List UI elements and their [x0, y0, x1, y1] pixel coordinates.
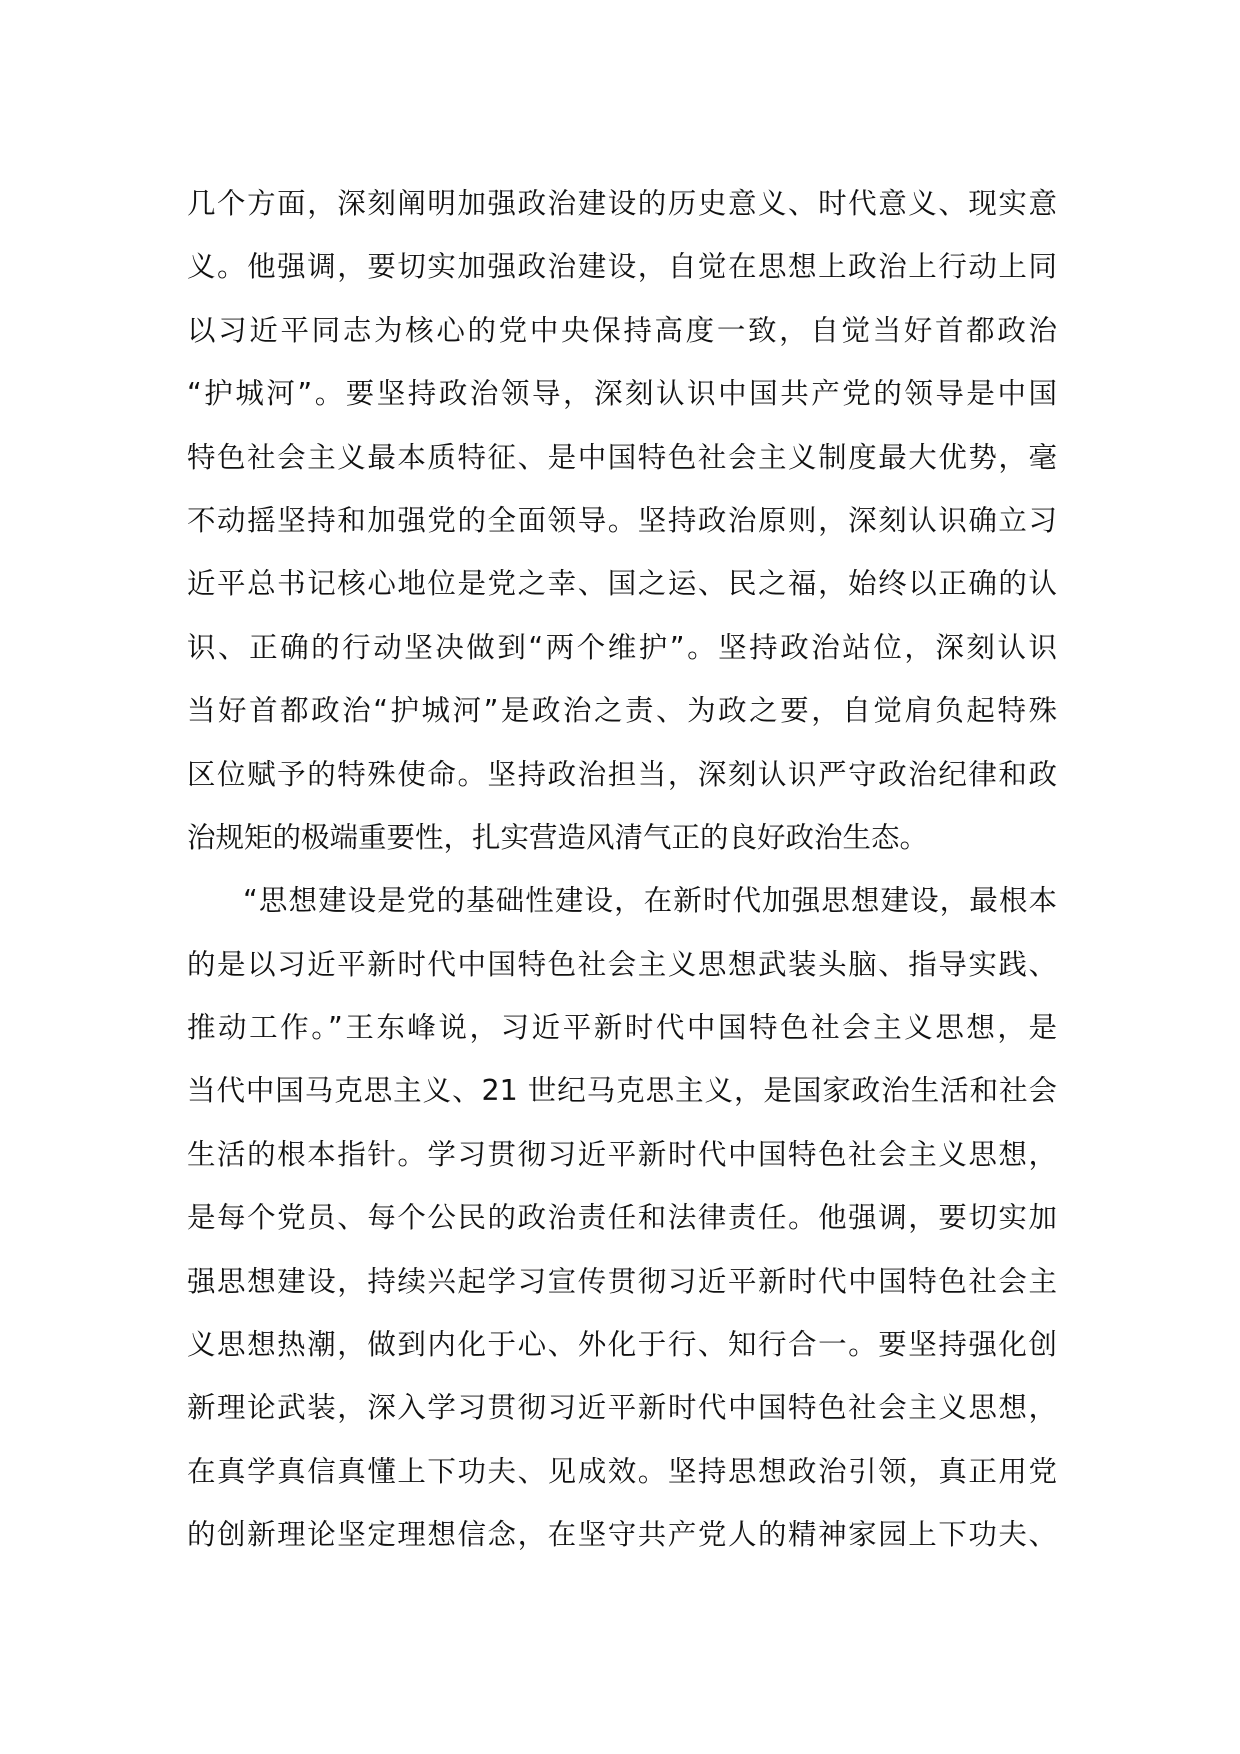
text-line: 识、正确的行动坚决做到“两个维护”。坚持政治站位，深刻认识 [187, 630, 1057, 664]
text-line: “护城河”。要坚持政治领导，深刻认识中国共产党的领导是中国 [187, 377, 1057, 411]
text-line: 推动工作。”王东峰说，习近平新时代中国特色社会主义思想，是 [187, 1011, 1057, 1045]
text-line: 在真学真信真懂上下功夫、见成效。坚持思想政治引领，真正用党 [187, 1454, 1057, 1488]
text-line: 新理论武装，深入学习贯彻习近平新时代中国特色社会主义思想， [187, 1391, 1057, 1425]
text-line: 几个方面，深刻阐明加强政治建设的历史意义、时代意义、现实意 [187, 187, 1057, 220]
text-line: 义。他强调，要切实加强政治建设，自觉在思想上政治上行动上同 [187, 250, 1057, 284]
text-line: 以习近平同志为核心的党中央保持高度一致，自觉当好首都政治 [187, 313, 1057, 347]
text-line: 的创新理论坚定理想信念，在坚守共产党人的精神家园上下功夫、 [187, 1518, 1057, 1552]
text-line: 的是以习近平新时代中国特色社会主义思想武装头脑、指导实践、 [187, 947, 1057, 981]
text-line: 义思想热潮，做到内化于心、外化于行、知行合一。要坚持强化创 [187, 1328, 1057, 1362]
text-line: 当好首都政治“护城河”是政治之责、为政之要，自觉肩负起特殊 [187, 694, 1057, 728]
paragraph-2 [187, 869, 1057, 1566]
text-line: 特色社会主义最本质特征、是中国特色社会主义制度最大优势，毫 [187, 440, 1057, 474]
text-line: 强思想建设，持续兴起学习宣传贯彻习近平新时代中国特色社会主 [187, 1264, 1057, 1298]
text-line: 治规矩的极端重要性，扎实营造风清气正的良好政治生态。 [187, 820, 929, 854]
text-line: 生活的根本指针。学习贯彻习近平新时代中国特色社会主义思想， [187, 1137, 1057, 1171]
text-line: “思想建设是党的基础性建设，在新时代加强思想建设，最根本 [243, 884, 1057, 918]
paragraph-1 [187, 172, 1057, 869]
text-line: 近平总书记核心地位是党之幸、国之运、民之福，始终以正确的认 [187, 567, 1057, 601]
body-text [187, 172, 1057, 1567]
text-line: 区位赋予的特殊使命。坚持政治担当，深刻认识严守政治纪律和政 [187, 757, 1057, 791]
text-line: 当代中国马克思主义、21 世纪马克思主义，是国家政治生活和社会 [187, 1074, 1057, 1108]
text-line: 不动摇坚持和加强党的全面领导。坚持政治原则，深刻认识确立习 [187, 503, 1057, 537]
text-line: 是每个党员、每个公民的政治责任和法律责任。他强调，要切实加 [187, 1201, 1057, 1235]
